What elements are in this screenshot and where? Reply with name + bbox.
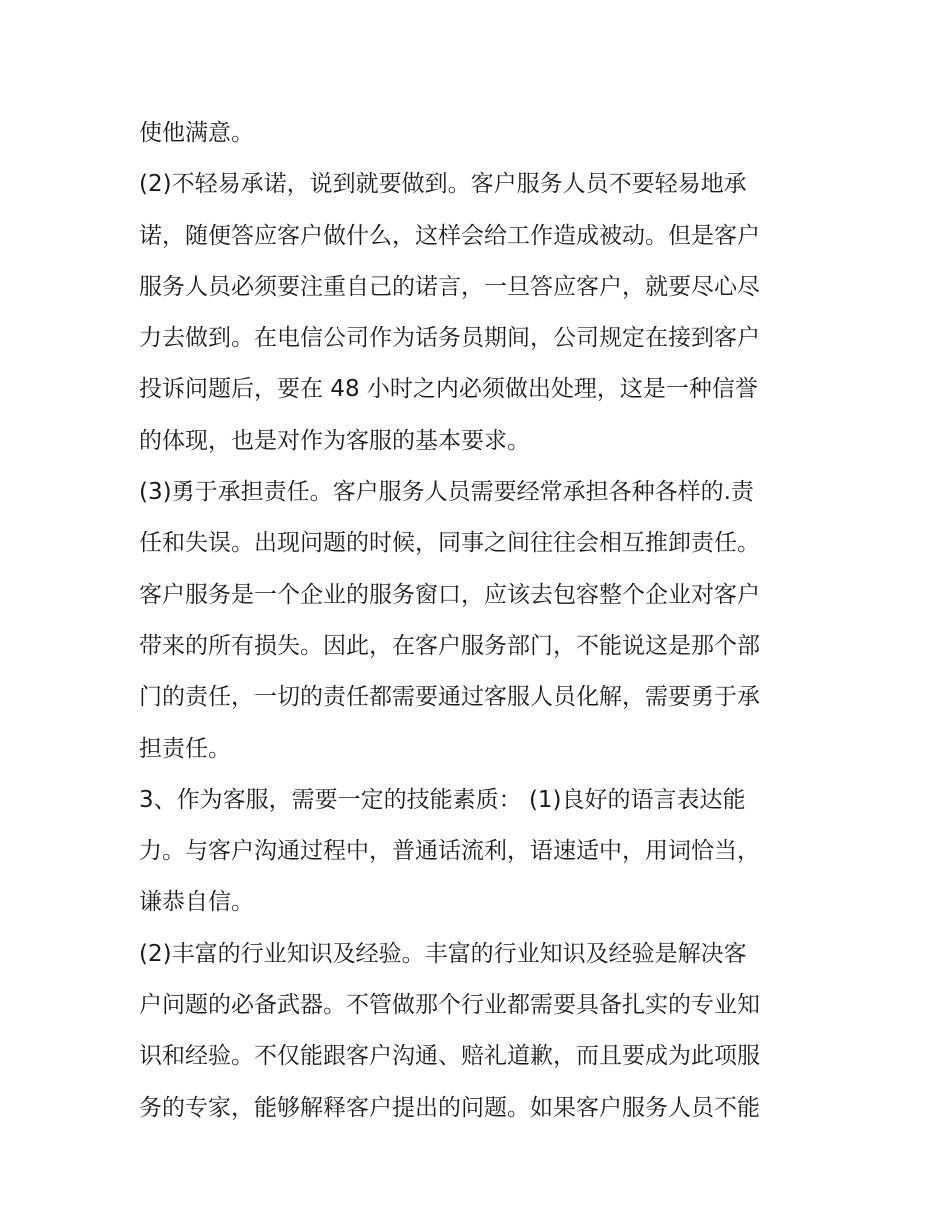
text-line: 谦恭自信。: [139, 889, 254, 916]
text-line: (3)勇于承担责任。客户服务人员需要经常承担各种各样的.责: [139, 479, 754, 506]
text-line: 使他满意。: [139, 120, 254, 146]
text-line: 识和经验。不仅能跟客户沟通、赔礼道歉，而且要成为此项服: [139, 1043, 760, 1070]
text-line: 户问题的必备武器。不管做那个行业都需要具备扎实的专业知: [139, 992, 760, 1019]
text-line: (2)不轻易承诺，说到就要做到。客户服务人员不要轻易地承: [139, 171, 747, 198]
text-line: 诺，随便答应客户做什么，这样会给工作造成被动。但是客户: [139, 222, 760, 249]
text-line: (2)丰富的行业知识及经验。丰富的行业知识及经验是解决客: [139, 940, 747, 967]
text-line: 带来的所有损失。因此，在客户服务部门，不能说这是那个部: [139, 632, 760, 659]
text-line: 任和失误。出现问题的时候，同事之间往往会相互推卸责任。: [139, 530, 760, 557]
text-line: 客户服务是一个企业的服务窗口，应该去包容整个企业对客户: [139, 581, 760, 608]
body-text: [139, 108, 819, 1134]
text-line: 担责任。: [139, 735, 231, 762]
text-line: 的体现，也是对作为客服的基本要求。: [139, 427, 530, 454]
text-line: 务的专家，能够解释客户提出的问题。如果客户服务人员不能: [139, 1094, 760, 1121]
text-line: 3、作为客服，需要一定的技能素质： (1)良好的语言表达能: [139, 786, 746, 813]
text-line: 力。与客户沟通过程中，普通话流利，语速适中，用词恰当，: [139, 838, 760, 865]
text-line: 服务人员必须要注重自己的诺言，一旦答应客户，就要尽心尽: [139, 273, 760, 300]
text-line: 力去做到。在电信公司作为话务员期间，公司规定在接到客户: [139, 325, 760, 352]
text-line: 门的责任，一切的责任都需要通过客服人员化解，需要勇于承: [139, 684, 760, 711]
text-line: 投诉问题后，要在 48 小时之内必须做出处理，这是一种信誉: [139, 376, 758, 403]
